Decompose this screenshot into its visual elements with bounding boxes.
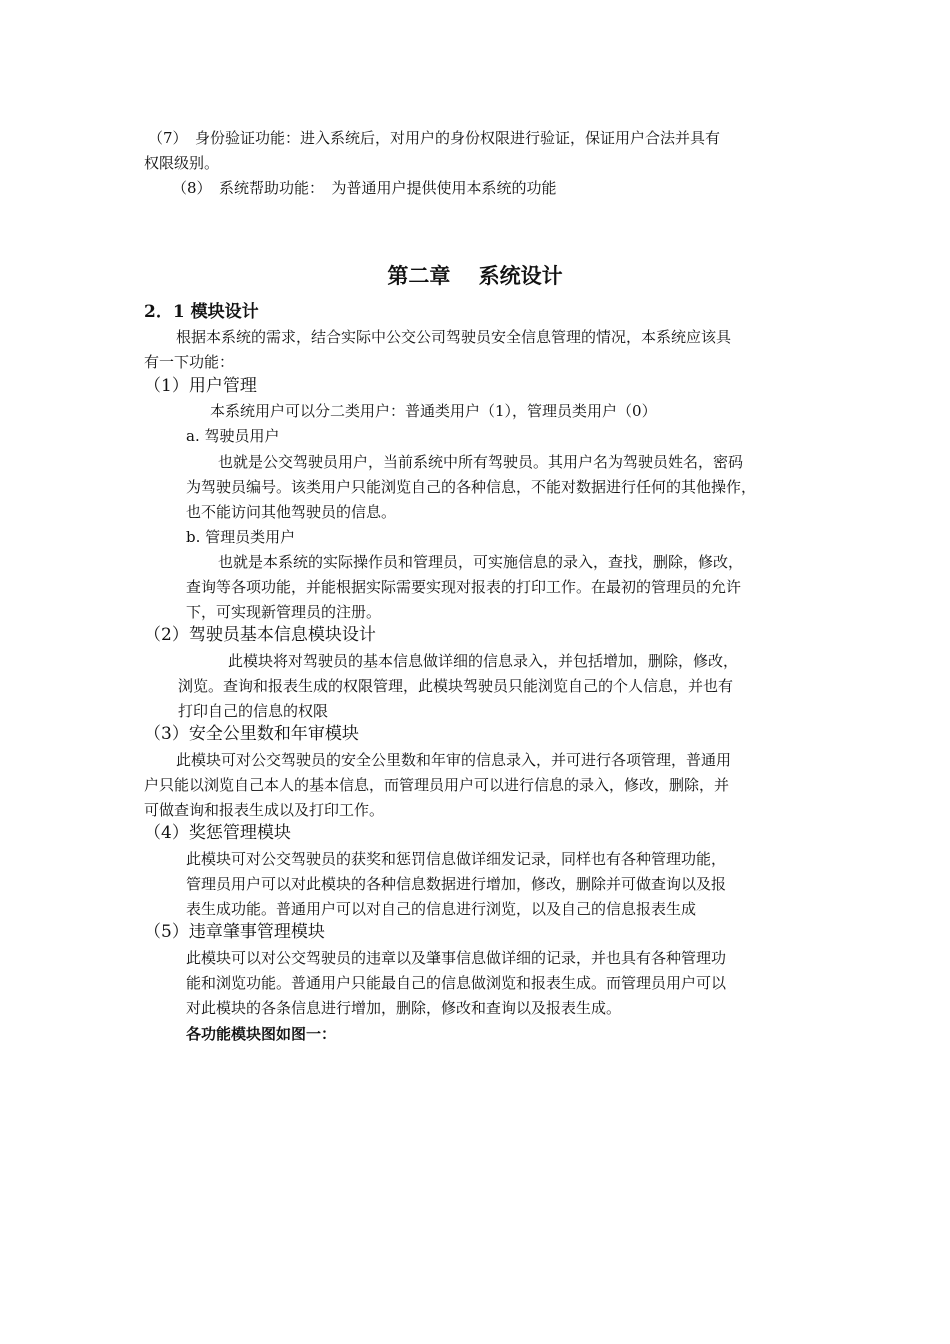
- module-3-line-2: 户只能以浏览自己本人的基本信息，而管理员用户可以进行信息的录入，修改，删除，并: [144, 776, 730, 794]
- module-3-line-3: 可做查询和报表生成以及打印工作。: [144, 801, 385, 819]
- module-1-b-line-3: 下，可实现新管理员的注册。: [186, 603, 382, 621]
- item-7-line-1: （7） 身份验证功能：进入系统后，对用户的身份权限进行验证，保证用户合法并具有: [148, 129, 721, 147]
- module-1-desc: 本系统用户可以分二类用户：普通类用户（1），管理员类用户（0）: [210, 402, 657, 420]
- module-1-b-title: b. 管理员类用户: [186, 528, 296, 546]
- module-4-line-3: 表生成功能。普通用户可以对自己的信息进行浏览，以及自己的信息报表生成: [186, 900, 697, 918]
- module-5-line-2: 能和浏览功能。普通用户只能最自己的信息做浏览和报表生成。而管理员用户可以: [186, 974, 727, 992]
- intro-line-1: 根据本系统的需求，结合实际中公交公司驾驶员安全信息管理的情况，本系统应该具: [176, 328, 732, 346]
- module-3-title: （3）安全公里数和年审模块: [144, 724, 359, 744]
- module-2-line-3: 打印自己的信息的权限: [178, 702, 329, 720]
- figure-caption: 各功能模块图如图一：: [186, 1025, 337, 1043]
- module-4-title: （4）奖惩管理模块: [144, 823, 291, 843]
- section-heading: 2．1 模块设计: [144, 302, 259, 322]
- module-1-a-line-2: 为驾驶员编号。该类用户只能浏览自己的各种信息，不能对数据进行任何的其他操作，: [186, 478, 757, 496]
- module-5-line-1: 此模块可以对公交驾驶员的违章以及肇事信息做详细的记录，并也具有各种管理功: [186, 949, 727, 967]
- module-2-line-1: 此模块将对驾驶员的基本信息做详细的信息录入，并包括增加，删除，修改，: [228, 652, 739, 670]
- item-7-line-2: 权限级别。: [144, 154, 220, 172]
- module-4-line-1: 此模块可对公交驾驶员的获奖和惩罚信息做详细发记录，同样也有各种管理功能，: [186, 850, 727, 868]
- chapter-title: 第二章 系统设计: [387, 263, 563, 288]
- intro-line-2: 有一下功能：: [144, 353, 235, 371]
- module-3-line-1: 此模块可对公交驾驶员的安全公里数和年审的信息录入，并可进行各项管理，普通用: [176, 751, 732, 769]
- module-5-title: （5）违章肇事管理模块: [144, 922, 325, 942]
- module-4-line-2: 管理员用户可以对此模块的各种信息数据进行增加，修改，删除并可做查询以及报: [186, 875, 727, 893]
- module-1-b-line-2: 查询等各项功能，并能根据实际需要实现对报表的打印工作。在最初的管理员的允许: [186, 578, 742, 596]
- module-1-title: （1）用户管理: [144, 376, 257, 396]
- module-1-a-line-3: 也不能访问其他驾驶员的信息。: [186, 503, 397, 521]
- module-1-a-title: a. 驾驶员用户: [186, 427, 280, 445]
- item-8-line-1: （8） 系统帮助功能： 为普通用户提供使用本系统的功能: [172, 179, 557, 197]
- module-2-line-2: 浏览。查询和报表生成的权限管理，此模块驾驶员只能浏览自己的个人信息，并也有: [178, 677, 734, 695]
- module-1-b-line-1: 也就是本系统的实际操作员和管理员，可实施信息的录入，查找，删除，修改，: [218, 553, 744, 571]
- module-5-line-3: 对此模块的各条信息进行增加，删除，修改和查询以及报表生成。: [186, 999, 622, 1017]
- module-1-a-line-1: 也就是公交驾驶员用户，当前系统中所有驾驶员。其用户名为驾驶员姓名，密码: [218, 453, 744, 471]
- module-2-title: （2）驾驶员基本信息模块设计: [144, 625, 376, 645]
